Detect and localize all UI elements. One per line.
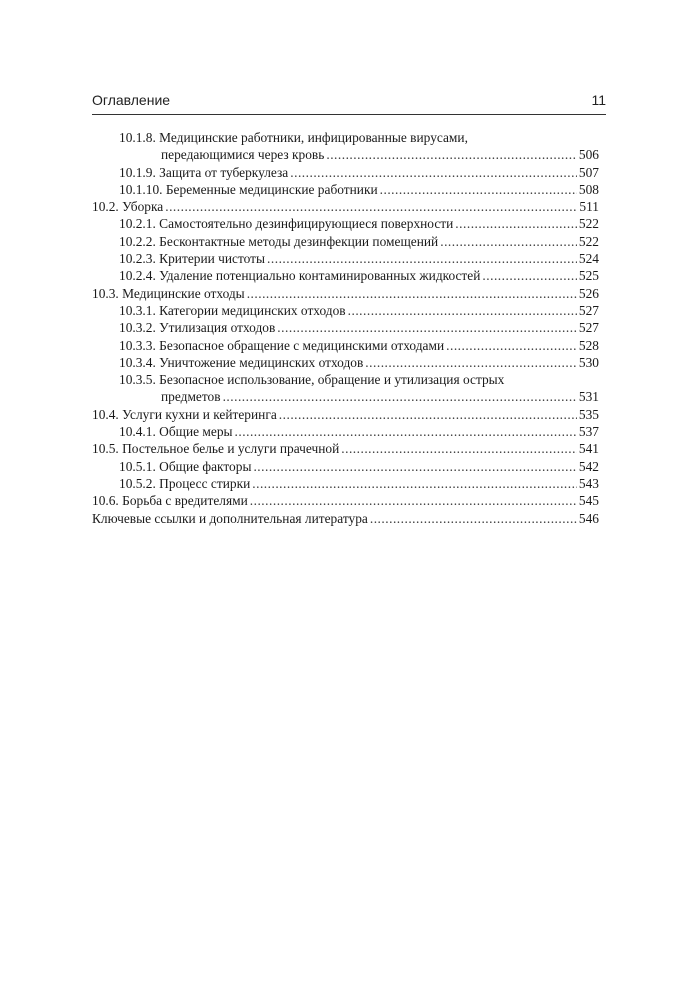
dot-leader — [247, 285, 577, 302]
toc-entry[interactable] — [92, 319, 599, 336]
dot-leader — [277, 319, 577, 336]
dot-leader — [341, 440, 577, 457]
dot-leader — [250, 492, 577, 509]
dot-leader — [455, 215, 577, 232]
dot-leader — [165, 198, 577, 215]
toc-entry[interactable] — [92, 233, 599, 250]
toc-entry-page: 545 — [578, 493, 599, 509]
dot-leader — [348, 302, 577, 319]
toc-entry-label: 10.2.1. Самостоятельно дезинфицирующиеся поверхности — [119, 216, 454, 232]
toc-entry[interactable] — [92, 285, 599, 302]
toc-entry-label: 10.3.1. Категории медицинских отходов — [119, 302, 346, 318]
toc-entry-label: 10.3.2. Утилизация отходов — [119, 320, 276, 336]
toc-entry[interactable] — [92, 492, 599, 509]
toc-entry-page: 506 — [578, 147, 599, 163]
toc-entry[interactable] — [92, 354, 599, 371]
toc-entry-label: 10.4.1. Общие меры — [119, 424, 233, 440]
toc-entry-page: 531 — [578, 389, 599, 405]
toc-entry[interactable] — [92, 302, 599, 319]
toc-entry-label-cont: передающимися через кровь — [161, 147, 325, 163]
toc-entry[interactable] — [92, 510, 599, 527]
toc-entry[interactable] — [92, 250, 599, 267]
toc-entry-label: 10.2.2. Бесконтактные методы дезинфекции помещений — [119, 233, 439, 249]
header-rule — [92, 114, 606, 115]
toc-entry[interactable] — [92, 371, 599, 406]
toc-entry-page: 507 — [578, 164, 599, 180]
toc-entry[interactable] — [92, 129, 599, 164]
toc-entry-label: 10.5.2. Процесс стирки — [119, 475, 251, 491]
dot-leader — [279, 406, 577, 423]
header-page-number: 11 — [591, 92, 606, 108]
toc-entry-page: 546 — [578, 510, 599, 526]
table-of-contents — [92, 129, 599, 527]
toc-entry[interactable] — [92, 406, 599, 423]
toc-entry-label: 10.5.1. Общие факторы — [119, 458, 252, 474]
running-header — [92, 92, 606, 110]
toc-entry-label: 10.4. Услуги кухни и кейтеринга — [92, 406, 277, 422]
toc-entry-label: 10.3.4. Уничтожение медицинских отходов — [119, 354, 364, 370]
toc-entry-label: 10.2. Уборка — [92, 199, 164, 215]
dot-leader — [235, 423, 577, 440]
toc-entry[interactable] — [92, 475, 599, 492]
toc-entry-page: 542 — [578, 458, 599, 474]
dot-leader — [365, 354, 577, 371]
toc-entry-label: 10.6. Борьба с вредителями — [92, 493, 248, 509]
toc-entry-page: 530 — [578, 354, 599, 370]
dot-leader — [370, 510, 577, 527]
header-title: Оглавление — [92, 92, 171, 108]
toc-entry-page: 537 — [578, 424, 599, 440]
toc-entry-label: 10.1.8. Медицинские работники, инфицированные вирусами, — [119, 130, 468, 145]
toc-entry-page: 541 — [578, 441, 599, 457]
toc-entry[interactable] — [92, 267, 599, 284]
dot-leader — [482, 267, 577, 284]
toc-entry-label-cont: предметов — [161, 389, 221, 405]
toc-entry[interactable] — [92, 458, 599, 475]
toc-entry-label: 10.2.4. Удаление потенциально контаминированных жидкостей — [119, 268, 481, 284]
toc-entry[interactable] — [92, 440, 599, 457]
toc-entry[interactable] — [92, 164, 599, 181]
toc-entry-label: 10.1.10. Беременные медицинские работники — [119, 181, 378, 197]
toc-entry-page: 526 — [578, 285, 599, 301]
toc-entry-page: 528 — [578, 337, 599, 353]
dot-leader — [446, 337, 577, 354]
toc-entry-label: Ключевые ссылки и дополнительная литература — [92, 510, 368, 526]
toc-entry-label: 10.5. Постельное белье и услуги прачечной — [92, 441, 340, 457]
toc-entry-label: 10.3.5. Безопасное использование, обращение и утилизация острых — [119, 372, 505, 388]
dot-leader — [290, 164, 577, 181]
toc-entry-label: 10.3.3. Безопасное обращение с медицинскими отходами — [119, 337, 445, 353]
toc-entry[interactable] — [92, 181, 599, 198]
dot-leader — [253, 458, 576, 475]
toc-entry-page: 525 — [578, 268, 599, 284]
toc-entry[interactable] — [92, 198, 599, 215]
toc-entry[interactable] — [92, 215, 599, 232]
toc-entry-page: 511 — [579, 199, 599, 215]
dot-leader — [380, 181, 577, 198]
toc-entry[interactable] — [92, 337, 599, 354]
toc-entry-page: 535 — [578, 406, 599, 422]
dot-leader — [326, 146, 577, 163]
dot-leader — [223, 388, 577, 405]
toc-entry-page: 524 — [578, 251, 599, 267]
toc-entry-page: 543 — [578, 475, 599, 491]
toc-entry-page: 522 — [578, 216, 599, 232]
toc-entry-page: 508 — [578, 181, 599, 197]
toc-entry-label: 10.1.9. Защита от туберкулеза — [119, 164, 289, 180]
toc-entry-label: 10.2.3. Критерии чистоты — [119, 251, 266, 267]
toc-entry-page: 522 — [578, 233, 599, 249]
toc-entry-page: 527 — [578, 320, 599, 336]
dot-leader — [252, 475, 577, 492]
toc-entry[interactable] — [92, 423, 599, 440]
dot-leader — [440, 233, 577, 250]
toc-entry-label: 10.3. Медицинские отходы — [92, 285, 245, 301]
dot-leader — [267, 250, 577, 267]
toc-entry-page: 527 — [578, 302, 599, 318]
